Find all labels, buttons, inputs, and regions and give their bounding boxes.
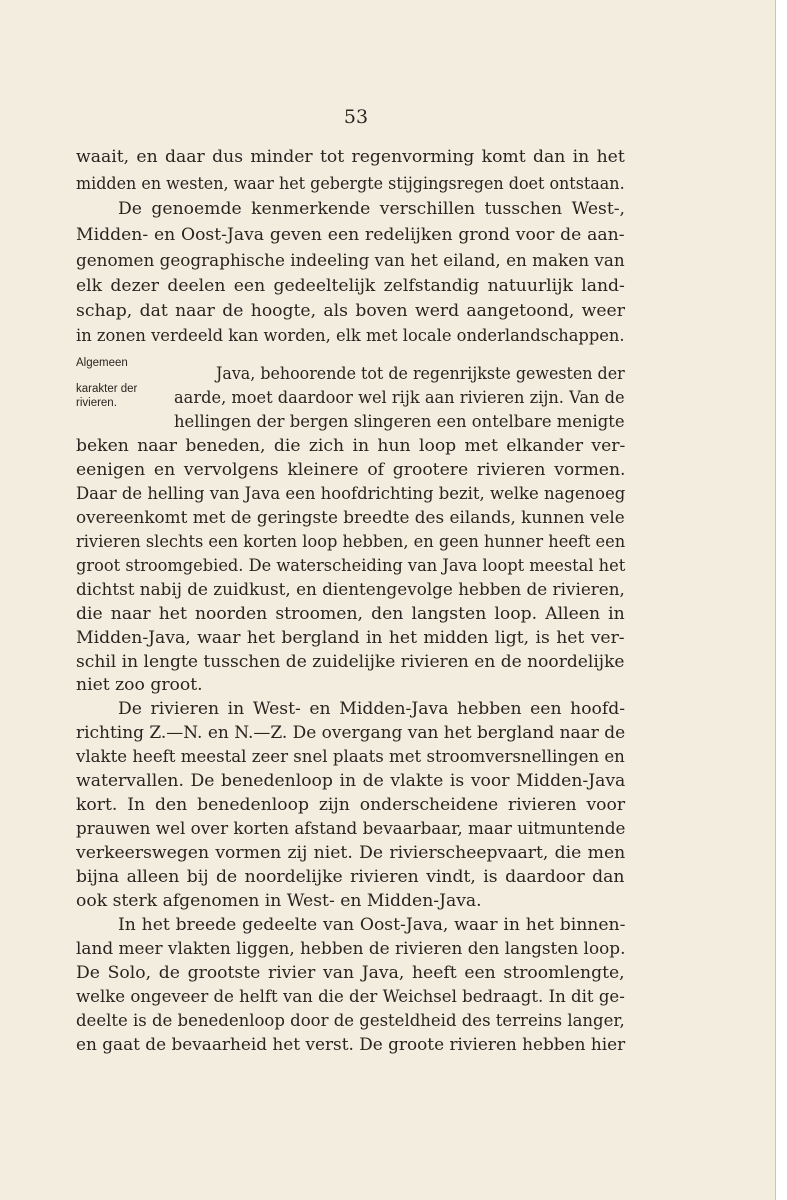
text-line: in zonen verdeeld kan worden, elk met locale onderlandschappen. — [76, 326, 625, 346]
text-line: vlakte heeft meestal zeer snel plaats met stroomversnellingen en — [76, 747, 625, 767]
margin-note-line: karakter der — [76, 383, 138, 395]
margin-note-line: Algemeen — [76, 357, 128, 369]
text-line: Java, behoorende tot de regenrijkste gewesten der — [216, 364, 625, 384]
text-line: ook sterk afgenomen in West- en Midden-Java. — [76, 891, 482, 911]
text-line: en gaat de bevaarheid het verst. De groote rivieren hebben hier — [76, 1035, 626, 1055]
text-line: land meer vlakten liggen, hebben de rivieren den langsten loop. — [76, 939, 626, 959]
text-line: De Solo, de grootste rivier van Java, heeft een stroomlengte, — [76, 963, 625, 983]
text-line: De genoemde kenmerkende verschillen tusschen West-, — [118, 199, 626, 219]
text-line: welke ongeveer de helft van die der Weichsel bedraagt. In dit ge- — [76, 987, 625, 1007]
text-line: Midden- en Oost-Java geven een redelijken grond voor de aan- — [76, 225, 625, 245]
text-line: schil in lengte tusschen de zuidelijke rivieren en de noordelijke — [76, 652, 625, 672]
margin-note-line: rivieren. — [76, 397, 117, 409]
text-line: deelte is de benedenloop door de gesteldheid des terreins langer, — [76, 1011, 625, 1031]
text-line: Midden-Java, waar het bergland in het midden ligt, is het ver- — [76, 628, 625, 648]
text-line: die naar het noorden stroomen, den langsten loop. Alleen in — [76, 604, 625, 624]
text-line: beken naar beneden, die zich in hun loop met elkander ver- — [76, 436, 626, 456]
text-line: prauwen wel over korten afstand bevaarbaar, maar uitmuntende — [76, 819, 626, 839]
text-line: verkeerswegen vormen zij niet. De rivierscheepvaart, die men — [76, 843, 626, 863]
text-line: rivieren slechts een korten loop hebben, en geen hunner heeft een — [76, 532, 626, 552]
text-line: genomen geographische indeeling van het eiland, en maken van — [76, 251, 625, 271]
text-line: waait, en daar dus minder tot regenvorming komt dan in het — [76, 147, 625, 167]
text-line: In het breede gedeelte van Oost-Java, waar in het binnen- — [118, 915, 626, 935]
page-number: 53 — [343, 106, 369, 128]
text-line: niet zoo groot. — [76, 675, 203, 695]
text-line: midden en westen, waar het gebergte stijgingsregen doet ontstaan. — [76, 174, 625, 194]
text-line: elk dezer deelen een gedeeltelijk zelfstandig natuurlijk land- — [76, 276, 625, 296]
text-line: watervallen. De benedenloop in de vlakte is voor Midden-Java — [76, 771, 626, 791]
text-line: overeenkomt met de geringste breedte des eilands, kunnen vele — [76, 508, 625, 528]
text-line: kort. In den benedenloop zijn onderscheidene rivieren voor — [76, 795, 626, 815]
text-line: Daar de helling van Java een hoofdrichting bezit, welke nagenoeg — [76, 484, 626, 504]
scan-margin — [776, 0, 787, 1200]
text-line: De rivieren in West- en Midden-Java hebben een hoofd- — [118, 699, 626, 719]
text-line: hellingen der bergen slingeren een ontelbare menigte — [174, 412, 625, 432]
text-line: bijna alleen bij de noordelijke rivieren vindt, is daardoor dan — [76, 867, 625, 887]
text-line: eenigen en vervolgens kleinere of grootere rivieren vormen. — [76, 460, 626, 480]
text-line: dichtst nabij de zuidkust, en dientengevolge hebben de rivieren, — [76, 580, 625, 600]
text-line: richting Z.—N. en N.—Z. De overgang van het bergland naar de — [76, 723, 626, 743]
text-line: aarde, moet daardoor wel rijk aan rivieren zijn. Van de — [174, 388, 625, 408]
text-line: groot stroomgebied. De waterscheiding van Java loopt meestal het — [76, 556, 626, 576]
text-line: schap, dat naar de hoogte, als boven werd aangetoond, weer — [76, 301, 625, 321]
